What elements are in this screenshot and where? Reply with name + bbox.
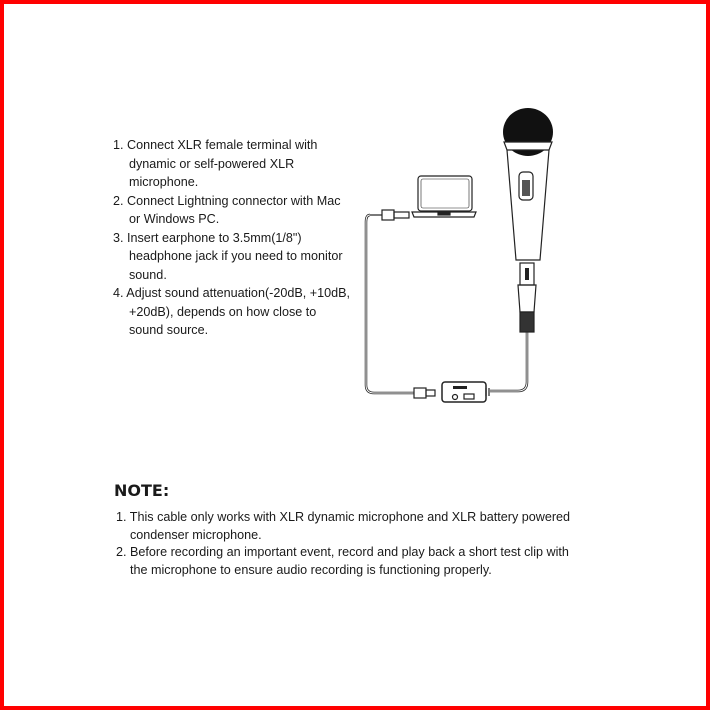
laptop-icon [412, 176, 476, 217]
adapter-box-icon [442, 382, 489, 402]
instruction-step: 1. Connect XLR female terminal with dynamic or self-powered XLR microphone. [113, 138, 318, 189]
connection-instructions [113, 136, 353, 340]
instruction-step: 2. Connect Lightning connector with Mac or Windows PC. [113, 193, 341, 226]
note-item: 1. This cable only works with XLR dynamic microphone and XLR battery powered condenser microphone. [116, 510, 571, 542]
note-item: 2. Before recording an important event, record and play back a short test clip with the microphone to ensure audio recording is functioning properly. [116, 545, 569, 577]
usb-connector-icon [370, 210, 409, 220]
lightning-connector-icon [414, 388, 435, 398]
instruction-step: 4. Adjust sound attenuation(-20dB, +10dB, +20dB), depends on how close to sound source. [113, 286, 351, 337]
xlr-connector-icon [518, 263, 536, 332]
notes-list [116, 509, 576, 579]
microphone-icon [503, 108, 553, 260]
note-heading: NOTE: [114, 481, 170, 500]
cable [366, 215, 527, 393]
instruction-step: 3. Insert earphone to 3.5mm(1/8") headphone jack if you need to monitor sound. [113, 230, 343, 282]
connection-diagram [350, 100, 570, 420]
